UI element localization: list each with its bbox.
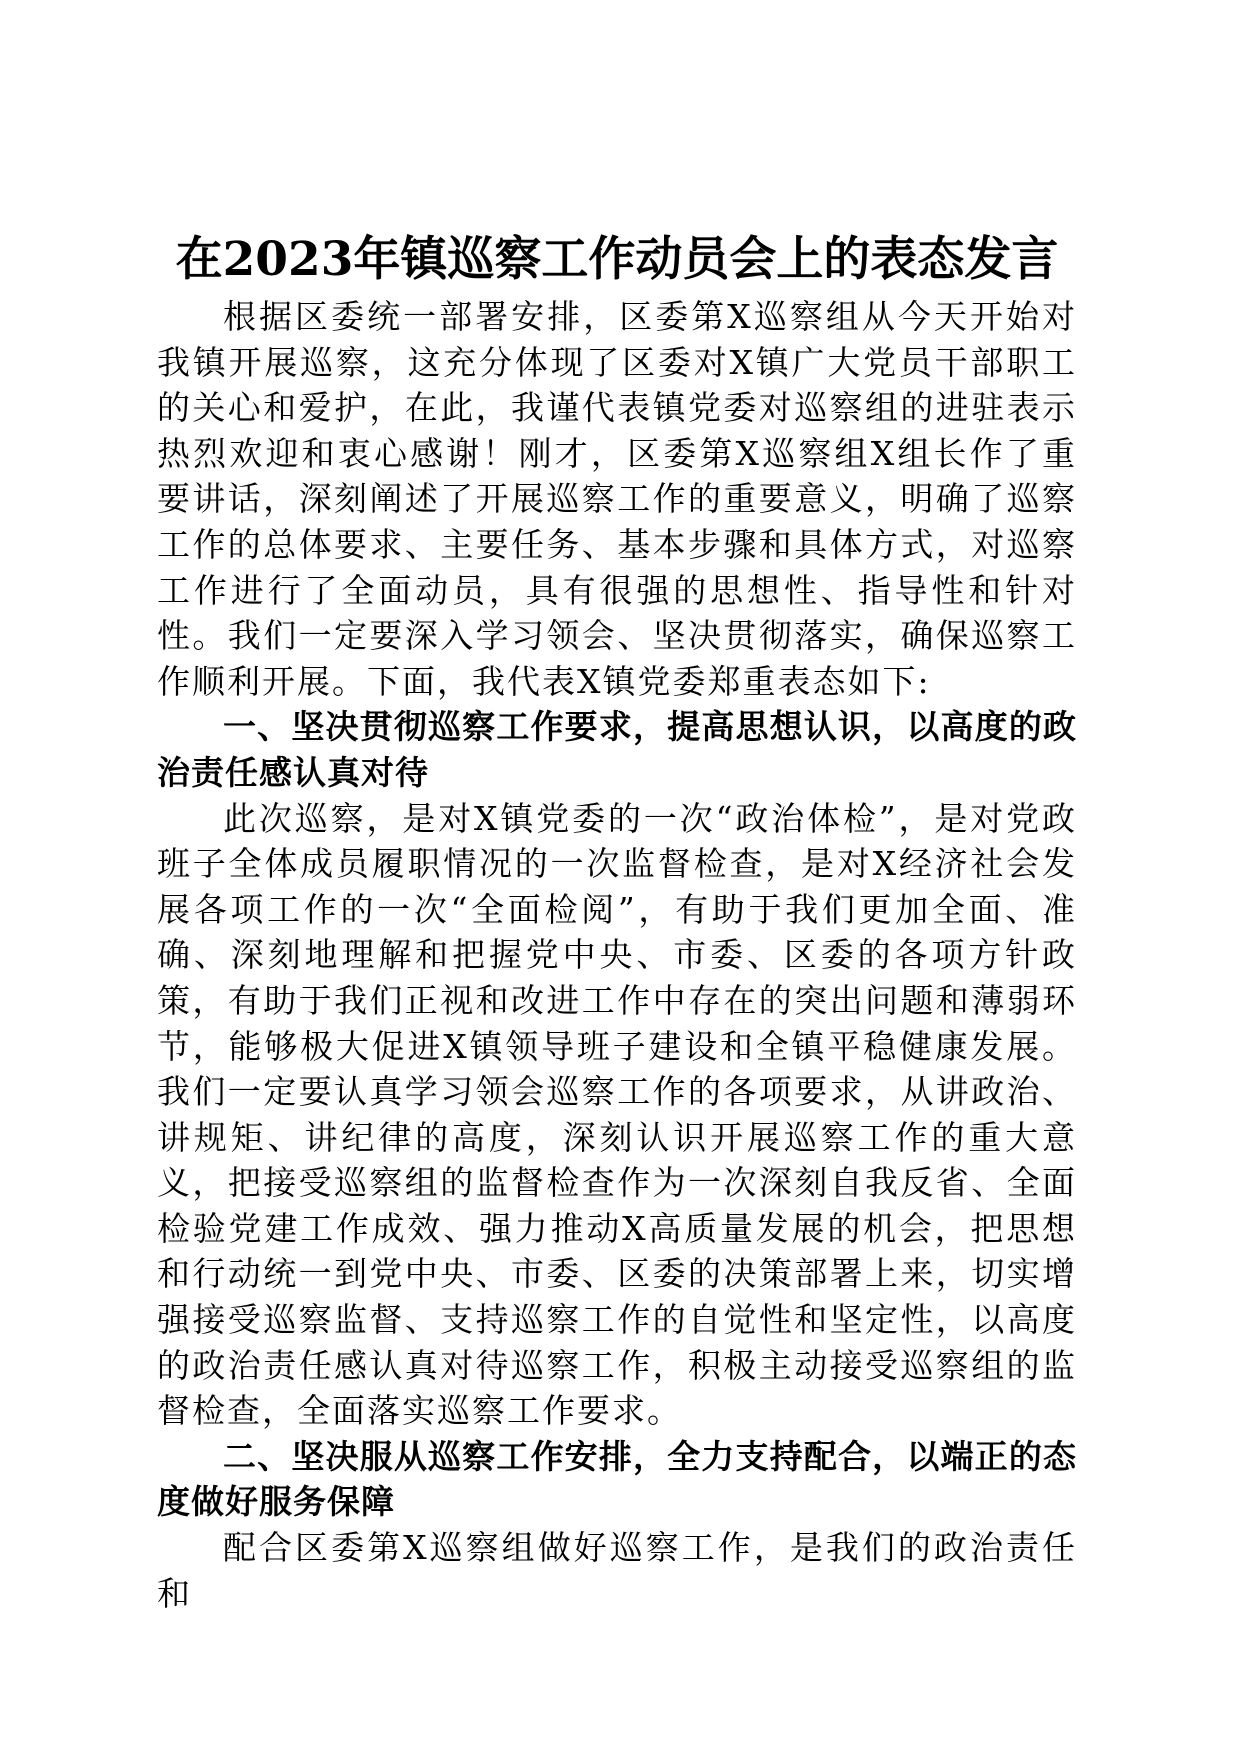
document-title: 在2023年镇巡察工作动员会上的表态发言 — [175, 232, 1059, 287]
body-paragraph-intro: 根据区委统一部署安排，区委第X巡察组从今天开始对我镇开展巡察，这充分体现了区委对X镇广大党员干部职工的关心和爱护，在此，我谨代表镇党委对巡察组的进驻表示热烈欢迎和衷心感谢！刚才，区委第X巡察组X组长作了重要讲话，深刻阐述了开展巡察工作的重要意义，明确了巡察工作的总体要求、主要任务、基本步骤和具体方式，对巡察工作进行了全面动员，具有很强的思想性、指导性和针对性。我们一定要深入学习领会、坚决贯彻落实，确保巡察工作顺利开展。下面，我代表X镇党委郑重表态如下: — [157, 297, 1077, 701]
section-heading-1: 一、坚决贯彻巡察工作要求，提高思想认识，以高度的政治责任感认真对待 — [157, 707, 1077, 792]
body-paragraph-section-2: 配合区委第X巡察组做好巡察工作，是我们的政治责任和 — [157, 1528, 1077, 1613]
section-heading-2: 二、坚决服从巡察工作安排，全力支持配合，以端正的态度做好服务保障 — [157, 1436, 1077, 1522]
body-paragraph-section-1: 此次巡察，是对X镇党委的一次“政治体检”，是对党政班子全体成员履职情况的一次监督检查，是对X经济社会发展各项工作的一次“全面检阅”，有助于我们更加全面、准确、深刻地理解和把握党中央、市委、区委的各项方针政策，有助于我们正视和改进工作中存在的突出问题和薄弱环节，能够极大促进X镇领导班子建设和全镇平稳健康发展。我们一定要认真学习领会巡察工作的各项要求，从讲政治、讲规矩、讲纪律的高度，深刻认识开展巡察工作的重大意义，把接受巡察组的监督检查作为一次深刻自我反省、全面检验党建工作成效、强力推动X高质量发展的机会，把思想和行动统一到党中央、市委、区委的决策部署上来，切实增强接受巡察监督、支持巡察工作的自觉性和坚定性，以高度的政治责任感认真对待巡察工作，积极主动接受巡察组的监督检查，全面落实巡察工作要求。 — [157, 798, 1077, 1431]
document-page — [157, 230, 1077, 1616]
